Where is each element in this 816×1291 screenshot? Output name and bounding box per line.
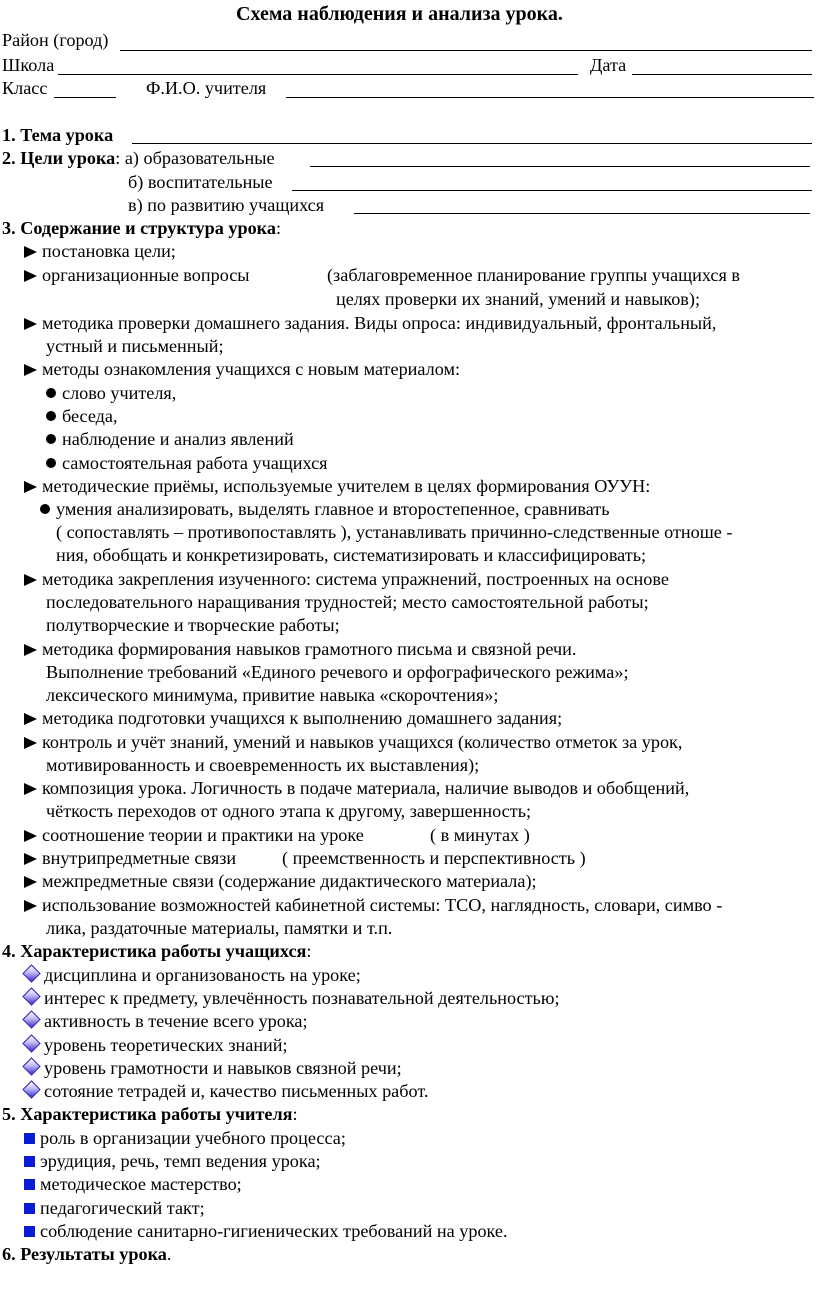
sub-item-cont: ( сопоставлять – противопоставлять ), устанавливать причинно-следственные отноше -	[56, 522, 733, 542]
sub-item: умения анализировать, выделять главное и второстепенное, сравнивать	[40, 500, 610, 518]
list-item-cont: чёткость переходов от одного этапа к другому, завершенность;	[46, 801, 532, 821]
diamond-bullet-icon	[22, 1010, 40, 1028]
section-1-heading: 1. Тема урока	[2, 125, 114, 145]
list-item: организационные вопросы	[24, 266, 250, 284]
triangle-bullet-icon	[24, 644, 37, 656]
list-item: использование возможностей кабинетной системы: ТСО, наглядность, словари, симво -	[24, 896, 722, 914]
dot-bullet-icon	[46, 411, 56, 421]
goal-development-label: в) по развитию учащихся	[128, 195, 325, 215]
list-item-cont: Выполнение требований «Единого речевого и орфографического режима»;	[46, 662, 629, 682]
teacher-label: Ф.И.О. учителя	[146, 78, 267, 98]
list-item-cont: полутворческие и творческие работы;	[46, 615, 340, 635]
list-item: соблюдение санитарно-гигиенических требований на уроке.	[40, 1221, 508, 1241]
sub-item: самостоятельная работа учащихся	[46, 454, 328, 472]
list-item: методическое мастерство;	[40, 1174, 242, 1194]
square-bullet-icon	[24, 1226, 35, 1237]
list-item: педагогический такт;	[40, 1198, 205, 1218]
goal-development-field[interactable]	[354, 213, 810, 214]
list-item: внутрипредметные связи	[24, 849, 236, 867]
list-item: методика проверки домашнего задания. Виды опроса: индивидуальный, фронтальный,	[24, 314, 716, 332]
class-field[interactable]	[54, 97, 116, 98]
list-item-note: ( преемственность и перспективность )	[282, 848, 586, 868]
list-item: уровень грамотности и навыков связной речи;	[44, 1058, 402, 1078]
date-field[interactable]	[632, 74, 812, 75]
section-3-heading: 3. Содержание и структура урока:	[2, 218, 282, 238]
district-field[interactable]	[120, 50, 812, 51]
class-label: Класс	[2, 78, 48, 98]
square-bullet-icon	[24, 1203, 35, 1214]
triangle-bullet-icon	[24, 783, 37, 795]
page-title: Схема наблюдения и анализа урока.	[236, 3, 563, 25]
list-item: методика подготовки учащихся к выполнению домашнего задания;	[24, 709, 562, 727]
triangle-bullet-icon	[24, 364, 37, 376]
list-item: соотношение теории и практики на уроке	[24, 826, 364, 844]
diamond-bullet-icon	[22, 987, 40, 1005]
sub-item: слово учителя,	[46, 384, 176, 402]
list-item: сотояние тетрадей и, качество письменных работ.	[44, 1081, 429, 1101]
dot-bullet-icon	[46, 434, 56, 444]
sub-item: беседа,	[46, 407, 118, 425]
school-label: Школа	[2, 55, 55, 75]
triangle-bullet-icon	[24, 830, 37, 842]
list-item: интерес к предмету, увлечённость познавательной деятельностью;	[44, 988, 560, 1008]
triangle-bullet-icon	[24, 318, 37, 330]
diamond-bullet-icon	[22, 1080, 40, 1098]
triangle-bullet-icon	[24, 713, 37, 725]
triangle-bullet-icon	[24, 481, 37, 493]
list-item: методика формирования навыков грамотного письма и связной речи.	[24, 640, 576, 658]
goal-upbringing-label: б) воспитательные	[128, 172, 273, 192]
list-item: уровень теоретических знаний;	[44, 1035, 288, 1055]
list-item: дисциплина и организованость на уроке;	[44, 965, 361, 985]
section-6-heading: 6. Результаты урока.	[2, 1244, 172, 1264]
sub-item-cont: ния, обобщать и конкретизировать, систематизировать и классифицировать;	[56, 545, 647, 565]
district-label: Район (город)	[2, 30, 109, 50]
list-item-cont: лика, раздаточные материалы, памятки и т.п.	[46, 918, 393, 938]
dot-bullet-icon	[46, 388, 56, 398]
list-item: контроль и учёт знаний, умений и навыков учащихся (количество отметок за урок,	[24, 733, 682, 751]
list-item: методы ознакомления учащихся с новым материалом:	[24, 360, 460, 378]
list-item: постановка цели;	[24, 242, 176, 260]
sub-item: наблюдение и анализ явлений	[46, 430, 294, 448]
square-bullet-icon	[24, 1179, 35, 1190]
triangle-bullet-icon	[24, 574, 37, 586]
teacher-field[interactable]	[286, 97, 814, 98]
triangle-bullet-icon	[24, 876, 37, 888]
triangle-bullet-icon	[24, 270, 37, 282]
goal-educational-field[interactable]	[310, 166, 810, 167]
list-item: методические приёмы, используемые учителем в целях формирования ОУУН:	[24, 477, 650, 495]
goal-upbringing-field[interactable]	[292, 190, 812, 191]
square-bullet-icon	[24, 1156, 35, 1167]
list-item-note: ( в минутах )	[430, 825, 530, 845]
section-4-heading: 4. Характеристика работы учащихся:	[2, 941, 312, 961]
triangle-bullet-icon	[24, 737, 37, 749]
list-item-cont: последовательного наращивания трудностей; место самостоятельной работы;	[46, 592, 649, 612]
list-item-cont: мотивированность и своевременность их выставления);	[46, 755, 480, 775]
list-item: эрудиция, речь, темп ведения урока;	[40, 1151, 321, 1171]
topic-field[interactable]	[132, 143, 812, 144]
triangle-bullet-icon	[24, 246, 37, 258]
dot-bullet-icon	[46, 458, 56, 468]
triangle-bullet-icon	[24, 900, 37, 912]
diamond-bullet-icon	[22, 1034, 40, 1052]
diamond-bullet-icon	[22, 964, 40, 982]
list-item-note: (заблаговременное планирование группы учащихся в	[327, 265, 740, 285]
diamond-bullet-icon	[22, 1057, 40, 1075]
list-item: межпредметные связи (содержание дидактического материала);	[24, 872, 537, 890]
list-item-cont: устный и письменный;	[46, 336, 224, 356]
square-bullet-icon	[24, 1133, 35, 1144]
triangle-bullet-icon	[24, 853, 37, 865]
date-label: Дата	[590, 55, 627, 75]
section-5-heading: 5. Характеристика работы учителя:	[2, 1104, 298, 1124]
school-field[interactable]	[58, 74, 578, 75]
list-item: методика закрепления изученного: система упражнений, построенных на основе	[24, 570, 669, 588]
list-item: активность в течение всего урока;	[44, 1011, 308, 1031]
section-2-heading: 2. Цели урока: а) образовательные	[2, 148, 275, 168]
list-item: роль в организации учебного процесса;	[40, 1128, 346, 1148]
list-item: композиция урока. Логичность в подаче материала, наличие выводов и обобщений,	[24, 779, 689, 797]
list-item-note: целях проверки их знаний, умений и навыков);	[336, 289, 701, 309]
list-item-cont: лексического минимума, привитие навыка «скорочтения»;	[46, 685, 499, 705]
dot-bullet-icon	[40, 504, 50, 514]
